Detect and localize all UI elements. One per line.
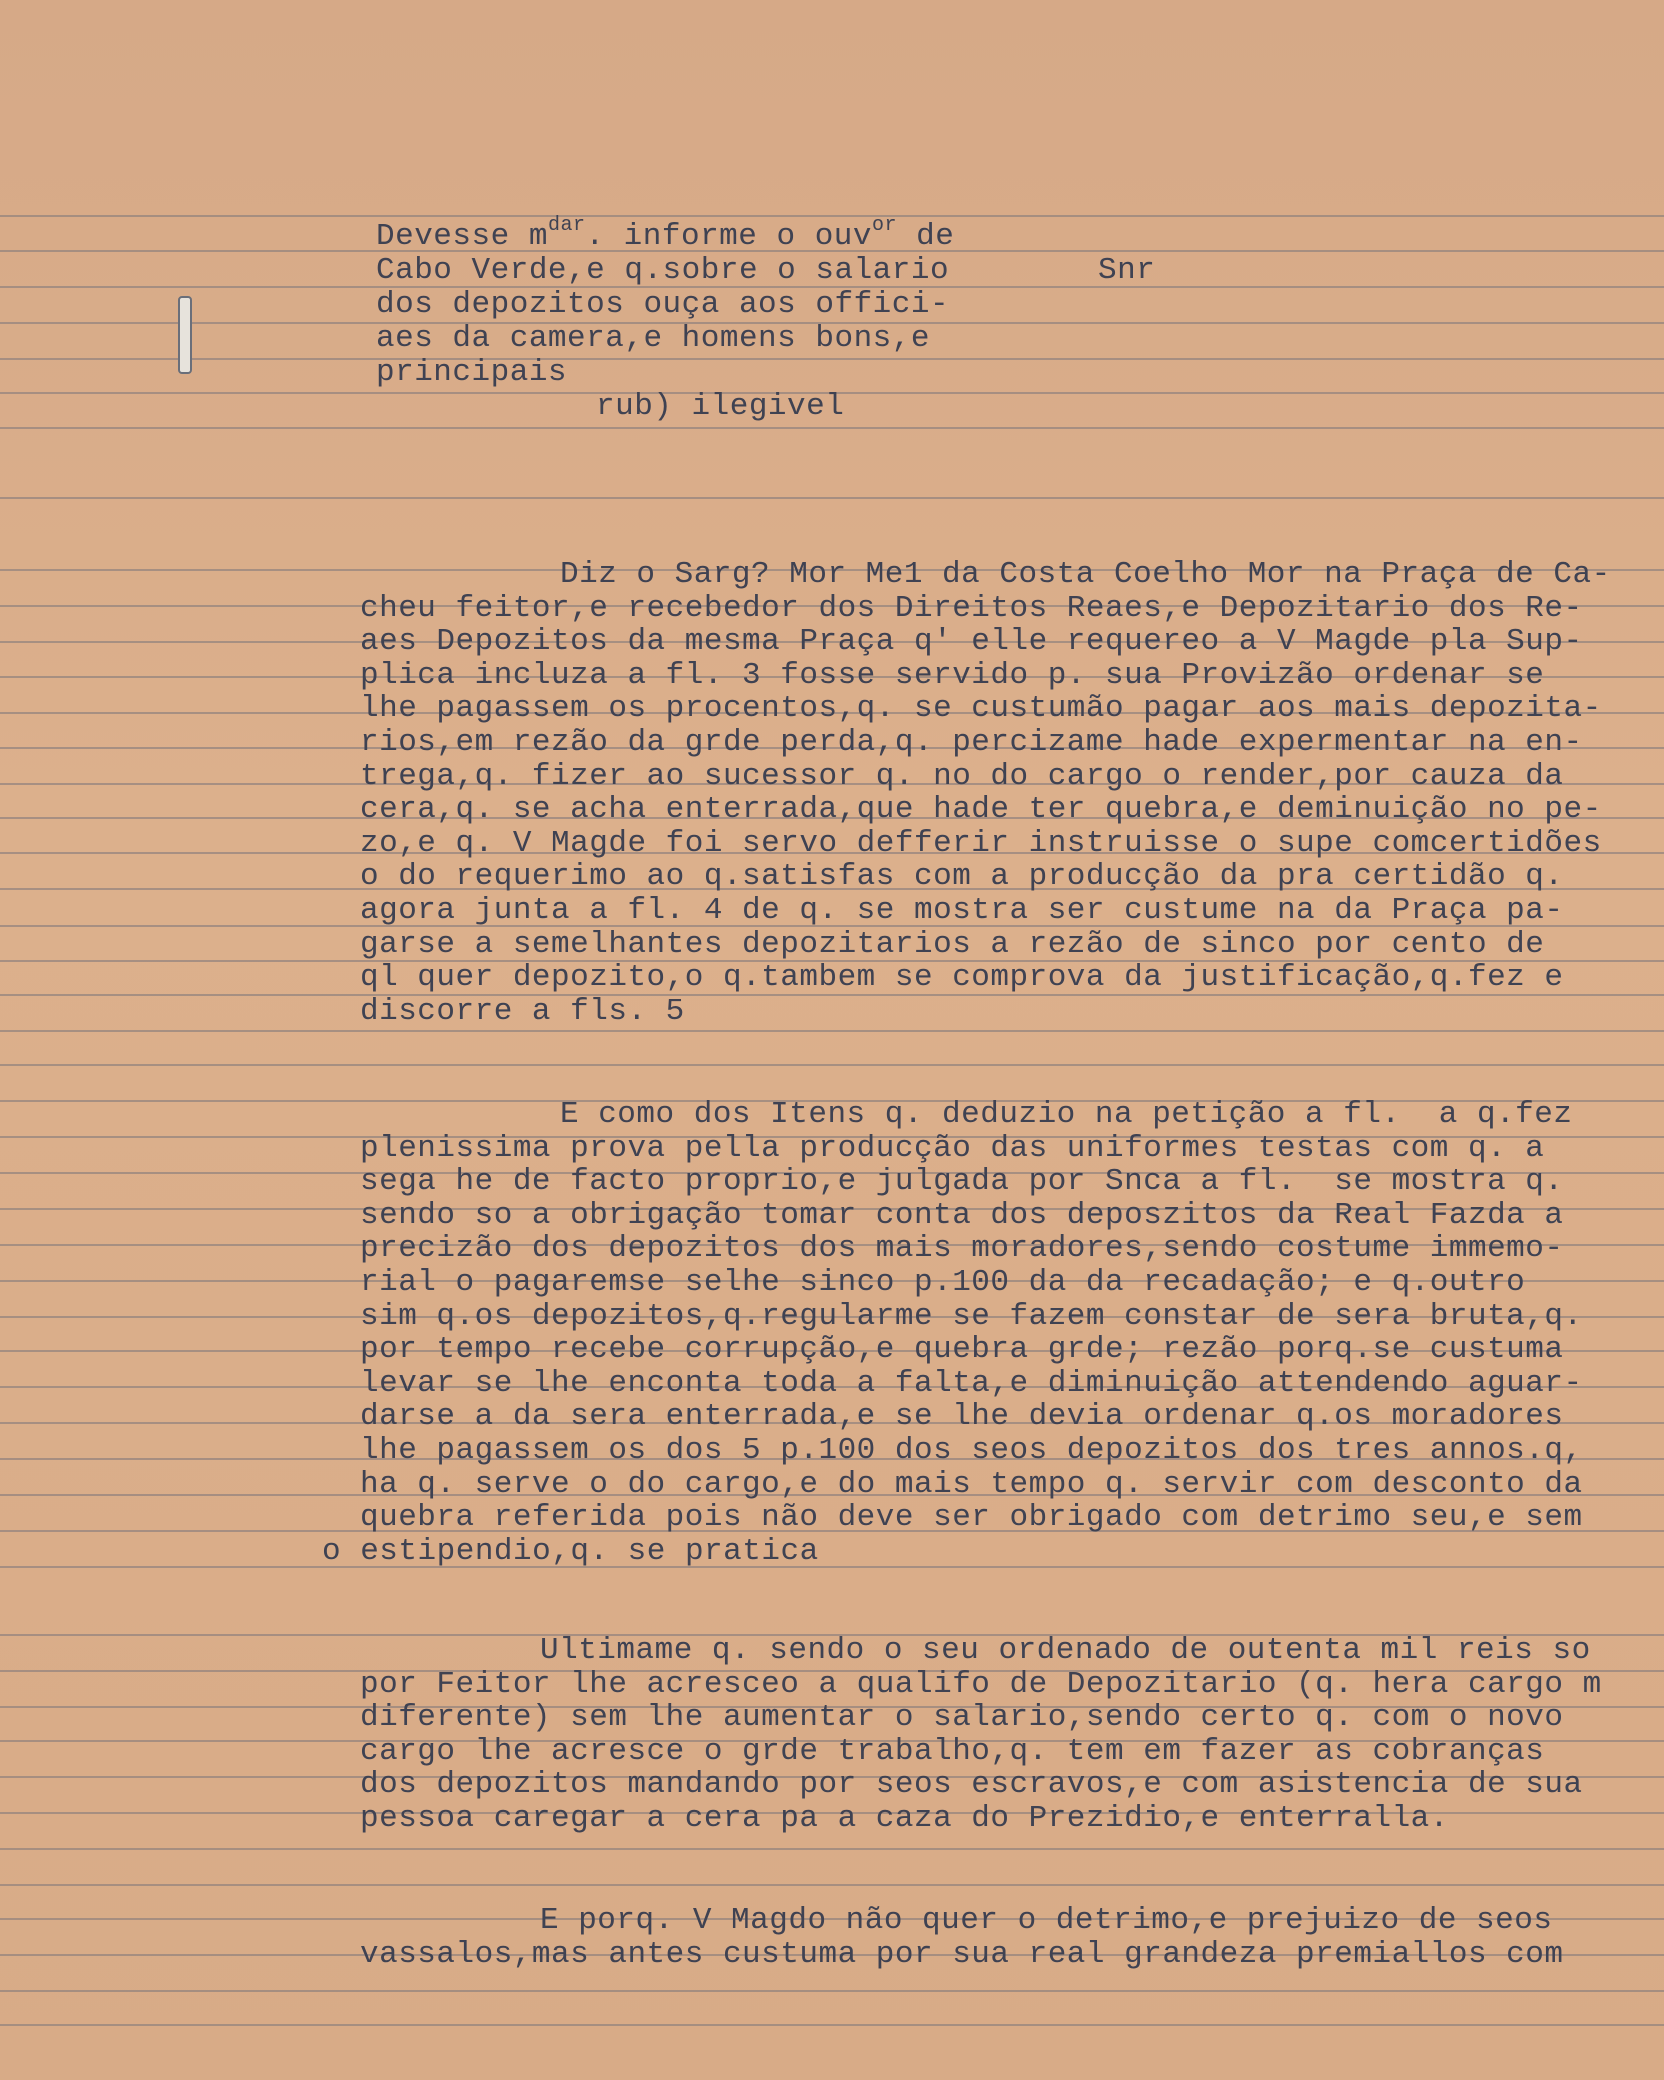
ruled-line xyxy=(0,358,1664,360)
body-text-line: dos depozitos mandando por seos escravos,e com asistencia de sua xyxy=(360,1767,1583,1803)
body-text-line: sendo so a obrigação tomar conta dos deposzitos da Real Fazda a xyxy=(360,1197,1564,1233)
margin-note-line: dos depozitos ouça aos offici- xyxy=(376,287,950,322)
body-text-line: ql quer depozito,o q.tambem se comprova da justificação,q.fez e xyxy=(360,960,1564,996)
body-text-line: aes Depozitos da mesma Praça q' elle requereo a V Magde pla Sup- xyxy=(360,624,1583,660)
body-text-line: precizão dos depozitos dos mais moradores,sendo costume immemo- xyxy=(360,1231,1564,1267)
body-text-line: rial o pagaremse selhe sinco p.100 da da recadação; e q.outro xyxy=(360,1265,1526,1300)
body-text-line: sim q.os depozitos,q.regularme se fazem constar de sera bruta,q. xyxy=(360,1298,1583,1334)
body-text-line: diferente) sem lhe aumentar o salario,sendo certo q. com o novo xyxy=(360,1700,1564,1736)
body-text-line: plica incluza a fl. 3 fosse servido p. sua Provizão ordenar se xyxy=(360,657,1545,693)
body-text-line: darse a da sera enterrada,e se lhe devia ordenar q.os moradores xyxy=(360,1399,1564,1435)
ruled-line xyxy=(0,215,1664,217)
body-text-line: garse a semelhantes depozitarios a rezão de sinco por cento de xyxy=(360,926,1545,962)
ruled-line xyxy=(0,1848,1664,1850)
body-text-line: vassalos,mas antes custuma por sua real grandeza premiallos com xyxy=(360,1936,1564,1972)
ruled-line xyxy=(0,1064,1664,1066)
body-text-line: lhe pagassem os dos 5 p.100 dos seos depozitos dos tres annos.q, xyxy=(360,1433,1583,1468)
margin-note-line: principais xyxy=(376,355,568,390)
ruled-line xyxy=(0,2024,1664,2026)
body-text-line: ha q. serve o do cargo,e do mais tempo q. servir com desconto da xyxy=(360,1466,1583,1502)
body-text-line: plenissima prova pella producção das uniformes testas com q. a xyxy=(360,1130,1545,1166)
ruled-line xyxy=(0,1990,1664,1992)
body-text-line: quebra referida pois não deve ser obrigado com detrimo seu,e sem xyxy=(360,1500,1583,1536)
body-text-line: trega,q. fizer ao sucessor q. no do cargo o render,por cauza da xyxy=(360,758,1564,794)
ruled-line xyxy=(0,1566,1664,1568)
body-text-line: discorre a fls. 5 xyxy=(360,993,685,1029)
margin-note-line: aes da camera,e homens bons,e xyxy=(376,321,930,356)
ruled-line xyxy=(0,427,1664,429)
body-text-line: por Feitor lhe acresceo a qualifo de Depozitario (q. hera cargo m xyxy=(360,1666,1602,1702)
body-text-line: rios,em rezão da grde perda,q. percizame hade expermentar na en- xyxy=(360,725,1583,760)
body-text-line: Ultimame q. sendo o seu ordenado de outenta mil reis so xyxy=(540,1633,1591,1668)
margin-note-signature: rub) ilegivel xyxy=(596,389,845,424)
ruled-line xyxy=(0,1030,1664,1032)
body-text-line: agora junta a fl. 4 de q. se mostra ser custume na da Praça pa- xyxy=(360,893,1564,928)
body-text-line: o do requerimo ao q.satisfas com a producção da pra certidão q. xyxy=(360,859,1564,895)
body-text-line: cera,q. se acha enterrada,que hade ter quebra,e deminuição no pe- xyxy=(360,792,1602,828)
body-text-line: cheu feitor,e recebedor dos Direitos Reaes,e Depozitario dos Re- xyxy=(360,590,1583,626)
body-text-line: o estipendio,q. se pratica xyxy=(322,1533,819,1569)
body-text-line: levar se lhe enconta toda a falta,e diminuição attendendo aguar- xyxy=(360,1365,1583,1401)
body-text-line: E porq. V Magdo não quer o detrimo,e prejuizo de seos xyxy=(540,1903,1553,1938)
body-text-line: zo,e q. V Magde foi servo defferir instruisse o supe comcertidões xyxy=(360,825,1602,861)
salutation: Snr xyxy=(1098,253,1156,288)
body-text-line: pessoa caregar a cera pa a caza do Prezidio,e enterralla. xyxy=(360,1801,1449,1836)
margin-note-line: Cabo Verde,e q.sobre o salario xyxy=(376,253,950,288)
body-text-line: Diz o Sarg? Mor Me1 da Costa Coelho Mor na Praça de Ca- xyxy=(560,557,1611,592)
body-text-line: por tempo recebe corrupção,e quebra grde; rezão porq.se custuma xyxy=(360,1332,1564,1368)
margin-note-line: Devesse $m^{dar}$. informe o ouv$^{or}$ de xyxy=(376,214,955,254)
body-text-line: sega he de facto proprio,e julgada por Snca a fl. se mostra q. xyxy=(360,1164,1564,1200)
ruled-line xyxy=(0,497,1664,499)
body-text-line: E como dos Itens q. deduzio na petição a fl. a q.fez xyxy=(560,1097,1573,1132)
body-text-line: lhe pagassem os procentos,q. se custumão pagar aos mais depozita- xyxy=(360,691,1602,727)
ruled-line xyxy=(0,1884,1664,1886)
staple-icon xyxy=(178,296,192,374)
body-text-line: cargo lhe acresce o grde trabalho,q. tem em fazer as cobranças xyxy=(360,1733,1545,1769)
